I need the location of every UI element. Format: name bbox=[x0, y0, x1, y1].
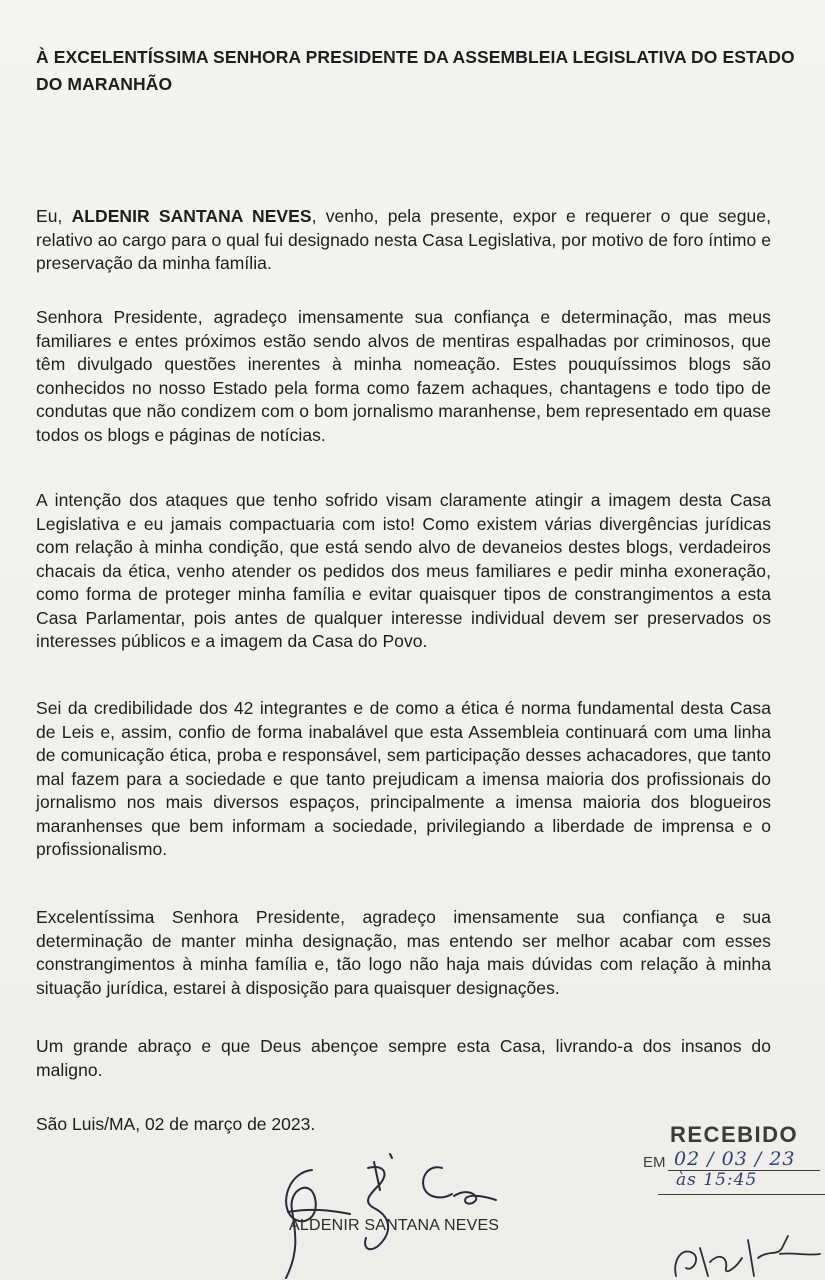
handwritten-signature bbox=[270, 1150, 530, 1280]
stamp-em-label: EM bbox=[643, 1154, 666, 1171]
intro-rest: , venho, pela presente, expor e requerer o que segue, relativo ao cargo para o qual fui designado nesta Casa Legislativa, por motivo de foro íntimo e preservação da minha família. bbox=[36, 206, 771, 273]
paragraph-attacks: A intenção dos ataques que tenho sofrido visam claramente atingir a imagem desta Casa Legislativa e eu jamais compactuaria com isto! Como existem várias divergências jurídicas com relação à minha condição, que está sendo alvo de devaneios destes blogs, verdadeiros chacais da ética, venho atender os pedidos dos meus familiares e pedir minha exoneração, como forma de proteger minha família e evitar quaisquer tipos de constrangimentos a esta Casa Parlamentar, pois antes de qualquer interesse individual devem ser preservados os interesses públicos e a imagem da Casa do Povo. bbox=[36, 490, 771, 651]
receiver-signature bbox=[670, 1228, 825, 1280]
dateline: São Luis/MA, 02 de março de 2023. bbox=[36, 1114, 316, 1134]
paragraph-closing-request: Excelentíssima Senhora Presidente, agradeço imensamente sua confiança e sua determinação de manter minha designação, mas entendo ser melhor acabar com esses constrangimentos à minha família e, tão logo não haja mais dúvidas com relação à minha situação jurídica, estarei à disposição para quaisquer designações. bbox=[36, 907, 771, 998]
stamp-time-line bbox=[658, 1194, 825, 1195]
stamp-date: 02 / 03 / 23 bbox=[674, 1148, 796, 1170]
paragraph-farewell: Um grande abraço e que Deus abençoe sempre esta Casa, livrando-a dos insanos do maligno. bbox=[36, 1036, 771, 1080]
paragraph-introduction bbox=[36, 205, 771, 276]
paragraph-credibility: Sei da credibilidade dos 42 integrantes e de como a ética é norma fundamental desta Casa de Leis e, assim, confio de forma inabalável que esta Assembleia continuará com uma linha de comunicação ética, proba e responsável, sem participação desses achacadores, que tanto mal fazem para a sociedade e que tanto prejudicam a imensa maioria dos profissionais do jornalismo nos mais diversos espaços, principalmente a imensa maioria dos blogueiros maranhenses que bem informam a sociedade, privilegiando a liberdade de imprensa e o profissionalismo. bbox=[36, 698, 771, 859]
addressee-heading: À EXCELENTÍSSIMA SENHORA PRESIDENTE DA ASSEMBLEIA LEGISLATIVA DO ESTADO DO MARANHÃO bbox=[36, 47, 795, 94]
signature-printed-name: ALDENIR SANTANA NEVES bbox=[289, 1217, 500, 1234]
received-stamp bbox=[640, 1118, 825, 1280]
stamp-time: às 15:45 bbox=[676, 1170, 758, 1190]
stamp-title: RECEBIDO bbox=[670, 1122, 799, 1147]
author-name-bold: ALDENIR SANTANA NEVES bbox=[71, 206, 312, 226]
paragraph-thanks: Senhora Presidente, agradeço imensamente sua confiança e determinação, mas meus familiares e entes próximos estão sendo alvos de mentiras espalhadas por criminosos, que têm divulgado questões inerentes à minha nomeação. Estes pouquíssimos blogs são conhecidos no nosso Estado pela forma como fazem achaques, chantagens e todo tipo de condutas que não condizem com o bom jornalismo maranhense, bem representado em quase todos os blogs e páginas de notícias. bbox=[36, 307, 771, 445]
intro-lead: Eu, bbox=[36, 206, 72, 226]
